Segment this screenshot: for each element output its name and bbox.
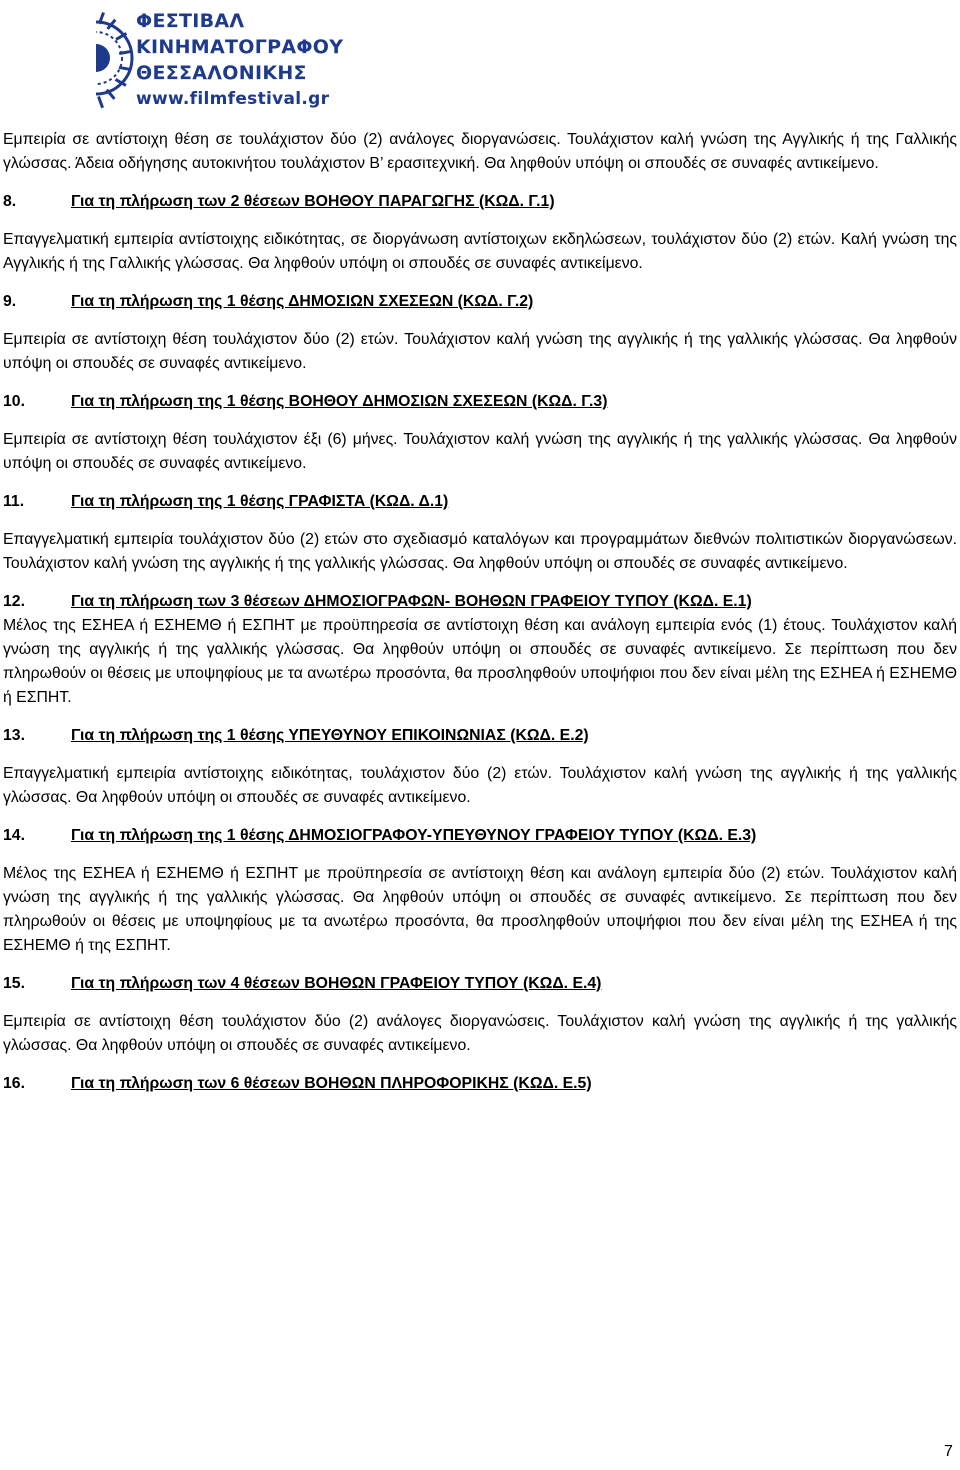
logo-line-1: ΦΕΣΤΙΒΑΛ [136, 10, 245, 32]
section-number: 14. [3, 827, 25, 844]
section-8 [3, 190, 957, 276]
section-title: Για τη πλήρωση της 1 θέσης ΔΗΜΟΣΙΟΓΡΑΦΟΥ-ΥΠΕΥΘΥΝΟΥ ΓΡΑΦΕΙΟΥ ΤΥΠΟΥ (ΚΩΔ. Ε.3) [71, 827, 757, 844]
section-title: Για τη πλήρωση των 6 θέσεων ΒΟΗΘΩΝ ΠΛΗΡΟΦΟΡΙΚΗΣ (ΚΩΔ. Ε.5) [71, 1075, 592, 1092]
document-body [3, 128, 957, 1110]
section-body: Εμπειρία σε αντίστοιχη θέση τουλάχιστον δύο (2) ετών. Τουλάχιστον καλή γνώση της αγγλικής ή της γαλλικής γλώσσας. Θα ληφθούν υπόψη οι σπουδές σε συναφές αντικείμενο. [3, 331, 957, 372]
section-heading [3, 390, 957, 414]
section-body: Μέλος της ΕΣΗΕΑ ή ΕΣΗΕΜΘ ή ΕΣΠΗΤ με προϋπηρεσία σε αντίστοιχη θέση και ανάλογη εμπειρία ενός (1) έτους. Τουλάχιστον καλή γνώση της αγγλικής ή της γαλλικής γλώσσας. Θα ληφθούν υπόψη οι σπουδές σε συναφές αντικείμενο. Σε περίπτωση που δεν πληρωθούν οι θέσεις με υποψηφίους με τα ανωτέρω προσόντα, θα προσληφθούν υποψήφιοι που δεν είναι μέλη της ΕΣΗΕΑ ή ΕΣΗΕΜΘ ή ΕΣΠΗΤ. [3, 617, 957, 706]
section-title: Για τη πλήρωση της 1 θέσης ΓΡΑΦΙΣΤΑ (ΚΩΔ. Δ.1) [71, 493, 449, 510]
section-body: Επαγγελματική εμπειρία αντίστοιχης ειδικότητας, τουλάχιστον δύο (2) ετών. Τουλάχιστον καλή γνώση της αγγλικής ή της γαλλικής γλώσσας. Θα ληφθούν υπόψη οι σπουδές σε συναφές αντικείμενο. [3, 765, 957, 806]
section-number: 12. [3, 593, 25, 610]
section-13 [3, 724, 957, 810]
page-number: 7 [944, 1443, 953, 1460]
section-heading [3, 590, 957, 614]
section-number: 8. [3, 193, 17, 210]
section-number: 16. [3, 1075, 25, 1092]
section-number: 15. [3, 975, 25, 992]
section-title: Για τη πλήρωση της 1 θέσης ΔΗΜΟΣΙΩΝ ΣΧΕΣΕΩΝ (ΚΩΔ. Γ.2) [71, 293, 534, 310]
section-10 [3, 390, 957, 476]
section-body: Εμπειρία σε αντίστοιχη θέση τουλάχιστον έξι (6) μήνες. Τουλάχιστον καλή γνώση της αγγλικής ή της γαλλικής γλώσσας. Θα ληφθούν υπόψη οι σπουδές σε συναφές αντικείμενο. [3, 431, 957, 472]
section-heading [3, 1072, 957, 1096]
section-14 [3, 824, 957, 958]
festival-logo [96, 4, 356, 120]
section-heading [3, 724, 957, 748]
section-body: Μέλος της ΕΣΗΕΑ ή ΕΣΗΕΜΘ ή ΕΣΠΗΤ με προϋπηρεσία σε αντίστοιχη θέση και ανάλογη εμπειρία δύο (2) ετών. Τουλάχιστον καλή γνώση της αγγλικής ή της γαλλικής γλώσσας. Θα ληφθούν υπόψη οι σπουδές σε συναφές αντικείμενο. Σε περίπτωση που δεν πληρωθούν οι θέσεις με υποψηφίους με τα ανωτέρω προσόντα, θα προσληφθούν υποψήφιοι που δεν είναι μέλη της ΕΣΗΕΑ ή της ΕΣΗΕΜΘ ή της ΕΣΠΗΤ. [3, 865, 957, 954]
section-number: 9. [3, 293, 17, 310]
logo-line-2: ΚΙΝΗΜΑΤΟΓΡΑΦΟΥ [136, 36, 344, 58]
section-12 [3, 590, 957, 710]
intro-paragraph: Εμπειρία σε αντίστοιχη θέση σε τουλάχιστον δύο (2) ανάλογες διοργανώσεις. Τουλάχιστον καλή γνώση της Αγγλικής ή της Γαλλικής γλώσσας. Άδεια οδήγησης αυτοκινήτου τουλάχιστον Β’ ερασιτεχνική. Θα ληφθούν υπόψη οι σπουδές σε συναφές αντικείμενο. [3, 131, 957, 172]
section-body: Εμπειρία σε αντίστοιχη θέση τουλάχιστον δύο (2) ανάλογες διοργανώσεις. Τουλάχιστον καλή γνώση της αγγλικής ή της γαλλικής γλώσσας. Θα ληφθούν υπόψη οι σπουδές σε συναφές αντικείμενο. [3, 1013, 957, 1054]
section-heading [3, 490, 957, 514]
section-11 [3, 490, 957, 576]
section-number: 11. [3, 493, 25, 510]
section-heading [3, 190, 957, 214]
section-heading [3, 972, 957, 996]
section-title: Για τη πλήρωση των 2 θέσεων ΒΟΗΘΟΥ ΠΑΡΑΓΩΓΗΣ (ΚΩΔ. Γ.1) [71, 193, 555, 210]
section-title: Για τη πλήρωση των 4 θέσεων ΒΟΗΘΩΝ ΓΡΑΦΕΙΟΥ ΤΥΠΟΥ (ΚΩΔ. Ε.4) [71, 975, 602, 992]
section-title: Για τη πλήρωση της 1 θέσης ΒΟΗΘΟΥ ΔΗΜΟΣΙΩΝ ΣΧΕΣΕΩΝ (ΚΩΔ. Γ.3) [71, 393, 608, 410]
section-number: 13. [3, 727, 25, 744]
section-16 [3, 1072, 957, 1096]
logo-line-3: ΘΕΣΣΑΛΟΝΙΚΗΣ [136, 62, 307, 84]
logo-url: www.filmfestival.gr [136, 89, 330, 109]
section-title: Για τη πλήρωση των 3 θέσεων ΔΗΜΟΣΙΟΓΡΑΦΩΝ- ΒΟΗΘΩΝ ΓΡΑΦΕΙΟΥ ΤΥΠΟΥ (ΚΩΔ. Ε.1) [71, 593, 752, 610]
section-heading [3, 824, 957, 848]
section-body: Επαγγελματική εμπειρία αντίστοιχης ειδικότητας, σε διοργάνωση αντίστοιχων εκδηλώσεων, τουλάχιστον δύο (2) ετών. Καλή γνώση της Αγγλικής ή της Γαλλικής γλώσσας. Θα ληφθούν υπόψη οι σπουδές σε συναφές αντικείμενο. [3, 231, 957, 272]
section-9 [3, 290, 957, 376]
section-heading [3, 290, 957, 314]
section-body: Επαγγελματική εμπειρία τουλάχιστον δύο (2) ετών στο σχεδιασμό καταλόγων και προγραμμάτων διεθνών πολιτιστικών διοργανώσεων. Τουλάχιστον καλή γνώση της αγγλικής ή της γαλλικής γλώσσας. Θα ληφθούν υπόψη οι σπουδές σε συναφές αντικείμενο. [3, 531, 957, 572]
section-15 [3, 972, 957, 1058]
section-number: 10. [3, 393, 25, 410]
festival-emblem-icon [96, 4, 134, 114]
section-title: Για τη πλήρωση της 1 θέσης ΥΠΕΥΘΥΝΟΥ ΕΠΙΚΟΙΝΩΝΙΑΣ (ΚΩΔ. Ε.2) [71, 727, 589, 744]
